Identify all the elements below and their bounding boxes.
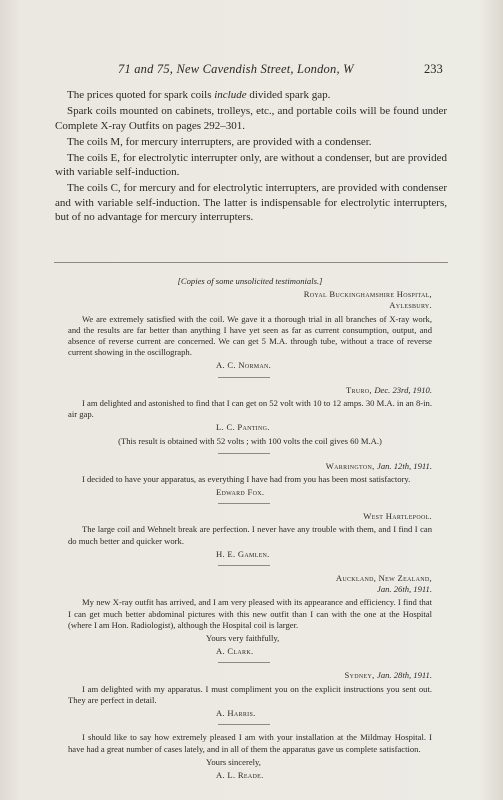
testimonial-date: Jan. 12th, 1911. bbox=[377, 460, 432, 471]
testimonial-location: Warrington, bbox=[325, 460, 375, 471]
testimonial-text: I decided to have your apparatus, as everything I have had from you has been most satisfactory. bbox=[82, 473, 411, 484]
testimonial-text: I am delighted with my apparatus. I must compliment you on the explicit instructions you sent out. They are perfect in detail. bbox=[68, 683, 432, 705]
testimonial bbox=[68, 573, 432, 657]
testimonial-separator bbox=[218, 724, 270, 725]
running-title: 71 and 75, New Cavendish Street, London, W bbox=[118, 62, 354, 76]
body-paragraph: The coils E, for electrolytic interrupter only, are without a condenser, but are provided with variable self-induction. bbox=[55, 151, 447, 178]
testimonial-signature: Edward Fox. bbox=[216, 487, 265, 498]
testimonial-signature: A. Harris. bbox=[216, 708, 256, 719]
page-number: 233 bbox=[424, 62, 443, 76]
testimonial-note: (This result is obtained with 52 volts ; with 100 volts the coil gives 60 M.A.) bbox=[118, 436, 382, 447]
testimonial-place bbox=[68, 461, 432, 472]
testimonial bbox=[68, 289, 432, 371]
testimonial-signature: A. C. Norman. bbox=[216, 360, 272, 371]
testimonial-closing: Yours sincerely, bbox=[206, 756, 261, 767]
testimonial-text: My new X-ray outfit has arrived, and I am very pleased with its appearance and efficiency. I find that I can get much better abdominal pictures with this new outfit than I can with the one at the Hospital (where I am Hon. Radiologist), although the Hospital coil is larger. bbox=[68, 597, 432, 630]
body-paragraph: Spark coils mounted on cabinets, trolleys, etc., and portable coils will be found under Complete X-ray Outfits on pages 292–301. bbox=[55, 105, 447, 132]
emphasis-include: include bbox=[214, 89, 247, 101]
testimonial-signature: A. L. Reade. bbox=[216, 769, 264, 780]
testimonial-place bbox=[68, 670, 432, 681]
testimonial-date: Jan. 28th, 1911. bbox=[377, 670, 432, 681]
testimonial-text: The large coil and Wehnelt break are perfection. I never have any trouble with them, and I find I can do much better and quicker work. bbox=[68, 524, 432, 546]
testimonial bbox=[68, 670, 432, 719]
testimonial-date: Dec. 23rd, 1910. bbox=[374, 384, 432, 395]
testimonial-separator bbox=[218, 565, 270, 566]
testimonial-closing: Yours very faithfully, bbox=[206, 633, 280, 644]
testimonial-signature: H. E. Gamlen. bbox=[216, 548, 270, 559]
testimonial-separator bbox=[218, 453, 270, 454]
body-paragraph: The coils C, for mercury and for electrolytic interrupters, are provided with condenser and with variable self-induction. The latter is indispensable for electrolytic interrupters, but of no advantage for mercury interrupters. bbox=[55, 182, 447, 223]
testimonial-location: Truro, bbox=[345, 384, 372, 395]
testimonial bbox=[68, 511, 432, 560]
testimonial-place bbox=[68, 385, 432, 396]
testimonial-text: I should like to say how extremely pleased I am with your installation at the Mildmay Hospital. I have had a great number of cases lately, and in all of them the apparatus gave us complete satisfaction. bbox=[68, 732, 432, 754]
testimonials-section bbox=[68, 276, 432, 781]
testimonial-text: We are extremely satisfied with the coil. We gave it a thorough trial in all branches of X-ray work, and the results are far better than anything I have yet seen as far as current consumption, output, and absence of reverse current are concerned. We can get 5 M.A. through tube, without a trace of reverse current showing in the oscillograph. bbox=[68, 313, 432, 358]
testimonial-place: Royal Buckinghamshire Hospital, bbox=[303, 289, 432, 300]
testimonial-place: Auckland, New Zealand, bbox=[335, 573, 432, 584]
testimonial-location: Sydney, bbox=[344, 670, 375, 681]
testimonial bbox=[68, 385, 432, 448]
body-paragraph: The prices quoted for spark coils include divided spark gap. bbox=[67, 89, 331, 101]
testimonial-separator bbox=[218, 503, 270, 504]
testimonial-date: Jan. 26th, 1911. bbox=[377, 584, 432, 595]
testimonial-text: I am delighted and astonished to find that I can get on 52 volt with 10 to 12 amps. 30 M.A. in an 8-in. air gap. bbox=[68, 397, 432, 420]
body-paragraph: The coils M, for mercury interrupters, are provided with a condenser. bbox=[67, 135, 372, 148]
testimonial-place-line2: Aylesbury. bbox=[389, 300, 432, 311]
testimonial-separator bbox=[218, 377, 270, 378]
testimonial-place: West Hartlepool. bbox=[363, 511, 432, 522]
testimonial-signature: L. C. Panting. bbox=[216, 422, 270, 433]
page-header bbox=[0, 62, 503, 80]
section-rule bbox=[54, 262, 448, 263]
body-text bbox=[55, 88, 447, 226]
testimonials-caption: [Copies of some unsolicited testimonials.] bbox=[177, 276, 323, 286]
testimonial-signature: A. Clark. bbox=[216, 646, 254, 657]
testimonial-separator bbox=[218, 662, 270, 663]
testimonial bbox=[68, 732, 432, 781]
testimonial bbox=[68, 461, 432, 499]
